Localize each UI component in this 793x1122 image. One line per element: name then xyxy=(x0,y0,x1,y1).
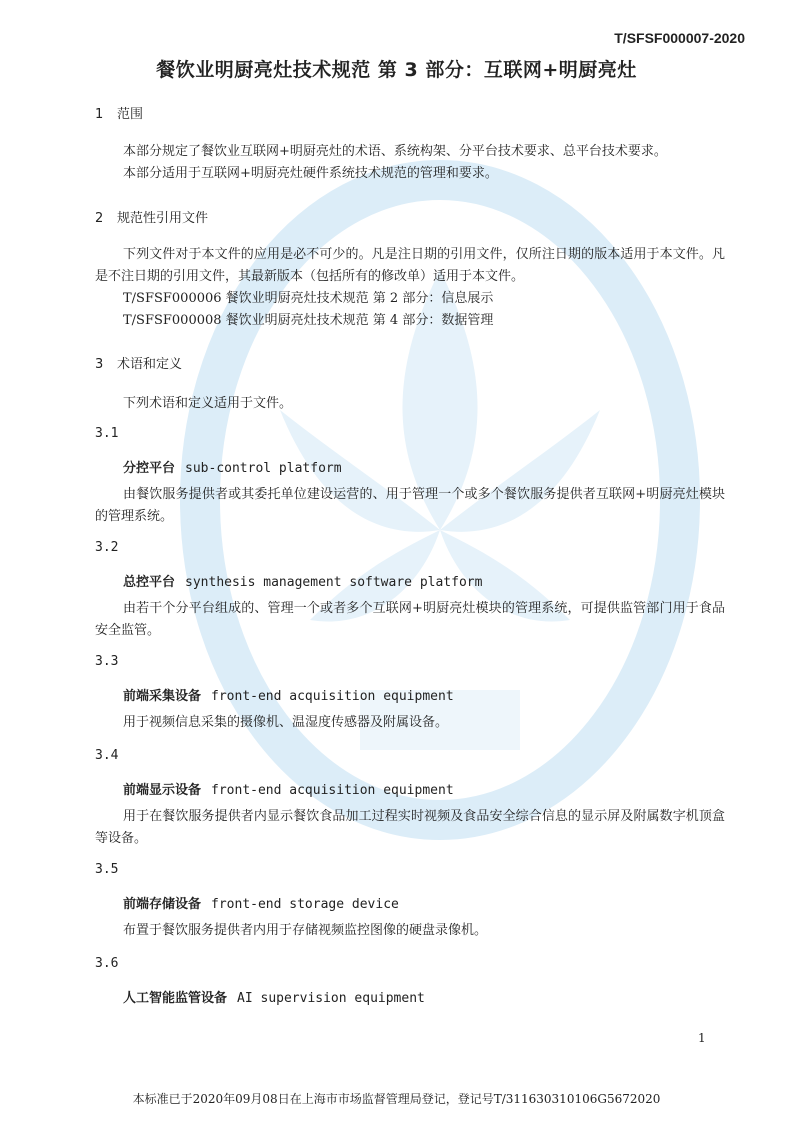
clause-number: 3.1 xyxy=(95,426,119,441)
registration-footer: 本标准已于2020年09月08日在上海市市场监督管理局登记，登记号T/311630310106G5672020 xyxy=(132,1092,661,1106)
section-1-heading xyxy=(95,103,143,122)
term-definition: 由餐饮服务提供者或其委托单位建设运营的、用于管理一个或多个餐饮服务提供者互联网+明厨亮灶模块的管理系统。 xyxy=(95,487,725,524)
term-definition: 由若干个分平台组成的、管理一个或者多个互联网+明厨亮灶模块的管理系统，可提供监管部门用于食品安全监管。 xyxy=(95,601,725,638)
term-heading xyxy=(123,779,454,798)
term-zh: 人工智能监管设备 xyxy=(123,991,228,1006)
term-zh: 总控平台 xyxy=(123,575,176,590)
section-number: 2 xyxy=(95,211,104,226)
section-3-heading xyxy=(95,353,182,372)
term-en: synthesis management software platform xyxy=(185,575,483,590)
term-en: front-end acquisition equipment xyxy=(211,689,454,704)
term-zh: 前端采集设备 xyxy=(123,689,202,704)
term-heading xyxy=(123,685,454,704)
term-en: front-end acquisition equipment xyxy=(211,783,454,798)
clause-number: 3.2 xyxy=(95,540,119,555)
section-title: 术语和定义 xyxy=(117,357,183,372)
term-definition: 用于视频信息采集的摄像机、温湿度传感器及附属设备。 xyxy=(123,715,449,730)
section-title: 规范性引用文件 xyxy=(117,211,209,226)
term-en: front-end storage device xyxy=(211,897,399,912)
term-en: sub-control platform xyxy=(185,461,342,476)
term-en: AI supervision equipment xyxy=(237,991,425,1006)
reference-item: T/SFSF000006 餐饮业明厨亮灶技术规范 第 2 部分：信息展示 xyxy=(123,291,494,306)
term-zh: 分控平台 xyxy=(123,461,176,476)
section-title: 范围 xyxy=(117,107,144,122)
reference-item: T/SFSF000008 餐饮业明厨亮灶技术规范 第 4 部分：数据管理 xyxy=(123,313,494,328)
term-heading xyxy=(123,457,342,476)
clause-number: 3.5 xyxy=(95,862,119,877)
section-number: 3 xyxy=(95,357,104,372)
section-number: 1 xyxy=(95,107,104,122)
doc-number: T/SFSF000007-2020 xyxy=(614,30,745,46)
term-zh: 前端显示设备 xyxy=(123,783,202,798)
paragraph: 本部分适用于互联网+明厨亮灶硬件系统技术规范的管理和要求。 xyxy=(123,166,498,181)
page-title: 餐饮业明厨亮灶技术规范 第 3 部分：互联网+明厨亮灶 xyxy=(156,59,637,81)
term-heading xyxy=(123,893,399,912)
clause-number: 3.4 xyxy=(95,748,119,763)
paragraph: 下列文件对于本文件的应用是必不可少的。凡是注日期的引用文件，仅所注日期的版本适用于本文件。凡是不注日期的引用文件，其最新版本（包括所有的修改单）适用于本文件。 xyxy=(95,247,725,284)
term-heading xyxy=(123,571,482,590)
term-zh: 前端存储设备 xyxy=(123,897,202,912)
term-heading xyxy=(123,987,425,1006)
clause-number: 3.6 xyxy=(95,956,119,971)
paragraph: 下列术语和定义适用于文件。 xyxy=(123,396,293,411)
page-number: 1 xyxy=(698,1031,706,1045)
section-2-heading xyxy=(95,207,208,226)
term-definition: 布置于餐饮服务提供者内用于存储视频监控图像的硬盘录像机。 xyxy=(123,923,488,938)
term-definition: 用于在餐饮服务提供者内显示餐饮食品加工过程实时视频及食品安全综合信息的显示屏及附属数字机顶盒等设备。 xyxy=(95,809,725,846)
clause-number: 3.3 xyxy=(95,654,119,669)
paragraph: 本部分规定了餐饮业互联网+明厨亮灶的术语、系统构架、分平台技术要求、总平台技术要求。 xyxy=(123,144,667,159)
